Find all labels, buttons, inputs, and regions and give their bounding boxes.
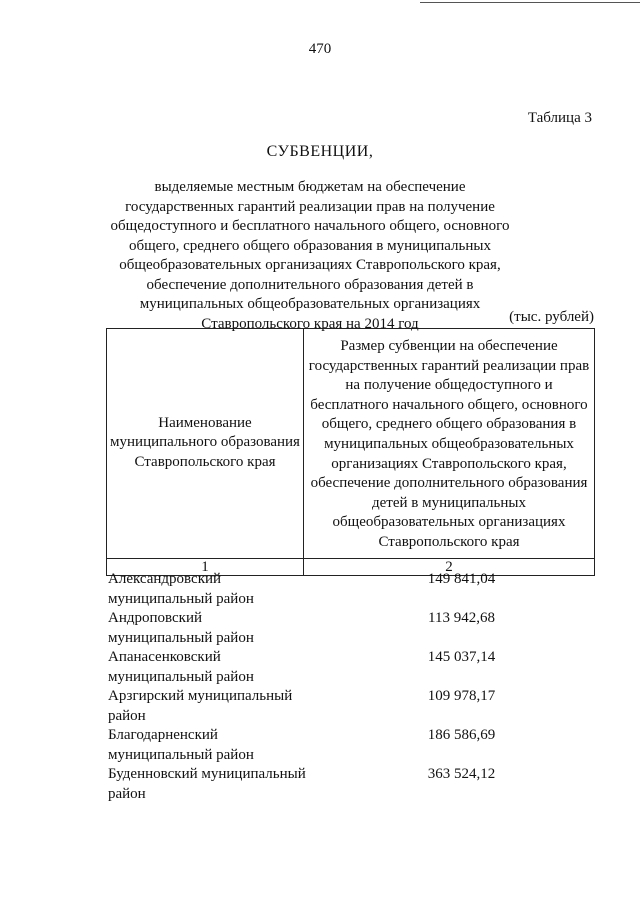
table-row [108,687,595,726]
subsidy-value-text: 363 524,12 [427,766,496,782]
subsidy-value-text: 113 942,68 [428,610,495,626]
column-number-1: 1 [107,558,304,575]
subsidy-value-text: 109 978,17 [427,688,496,704]
document-title: СУБВЕНЦИИ, [266,143,374,160]
table-row [108,570,595,609]
table-label: Таблица 3 [527,110,592,126]
header-municipality [107,329,304,559]
municipality-name: Арзгирский муниципальный район [108,688,293,724]
document-subtitle: выделяемые местным бюджетам на обеспечение государственных гарантий реализации прав на получение общедоступного и бесплатного начального общего, основного общего, среднего общего образования в муниципальных общеобразовательных организациях Ставропольского края, обеспечение дополнительного образования детей в муниципальных общеобразовательных организациях Ставропольского края на 2014 год [110,179,510,332]
municipality-name: Александровский муниципальный район [108,571,254,607]
page-number: 470 [308,41,332,57]
municipality-name: Апанасенковский муниципальный район [108,649,254,685]
subsidy-value [308,609,595,648]
municipality-name: Благодарненский муниципальный район [108,727,254,763]
table-row [108,726,595,765]
subsidy-value [308,765,595,804]
scan-edge-line [420,2,640,3]
subsidy-value [308,687,595,726]
subsidy-value-text: 145 037,14 [427,649,496,665]
subsidy-value-text: 186 586,69 [427,727,496,743]
municipality-name: Буденновский муниципальный район [108,766,306,802]
table-body [108,570,595,804]
table-row [108,765,595,804]
subsidies-table-header [106,328,595,576]
municipality-name: Андроповский муниципальный район [108,610,254,646]
table-row [108,609,595,648]
header-municipality-text: Наименование муниципального образования Ставропольского края [110,414,300,471]
subsidy-value [308,648,595,687]
subsidy-value [308,726,595,765]
table-row [108,648,595,687]
units-label: (тыс. рублей) [509,309,594,325]
header-subsidy-amount-text: Размер субвенции на обеспечение государственных гарантий реализации прав на получение общедоступного и бесплатного начального общего, основного общего, среднего общего образования в муниципальных общеобразовательных организациях Ставропольского края, обеспечение дополнительного образования детей в муниципальных общеобразовательных организациях Ставропольского края [308,338,590,550]
subsidy-value [308,570,595,609]
header-subsidy-amount [304,329,595,559]
column-number-2: 2 [304,558,595,575]
subsidy-value-text: 149 841,04 [427,571,496,587]
